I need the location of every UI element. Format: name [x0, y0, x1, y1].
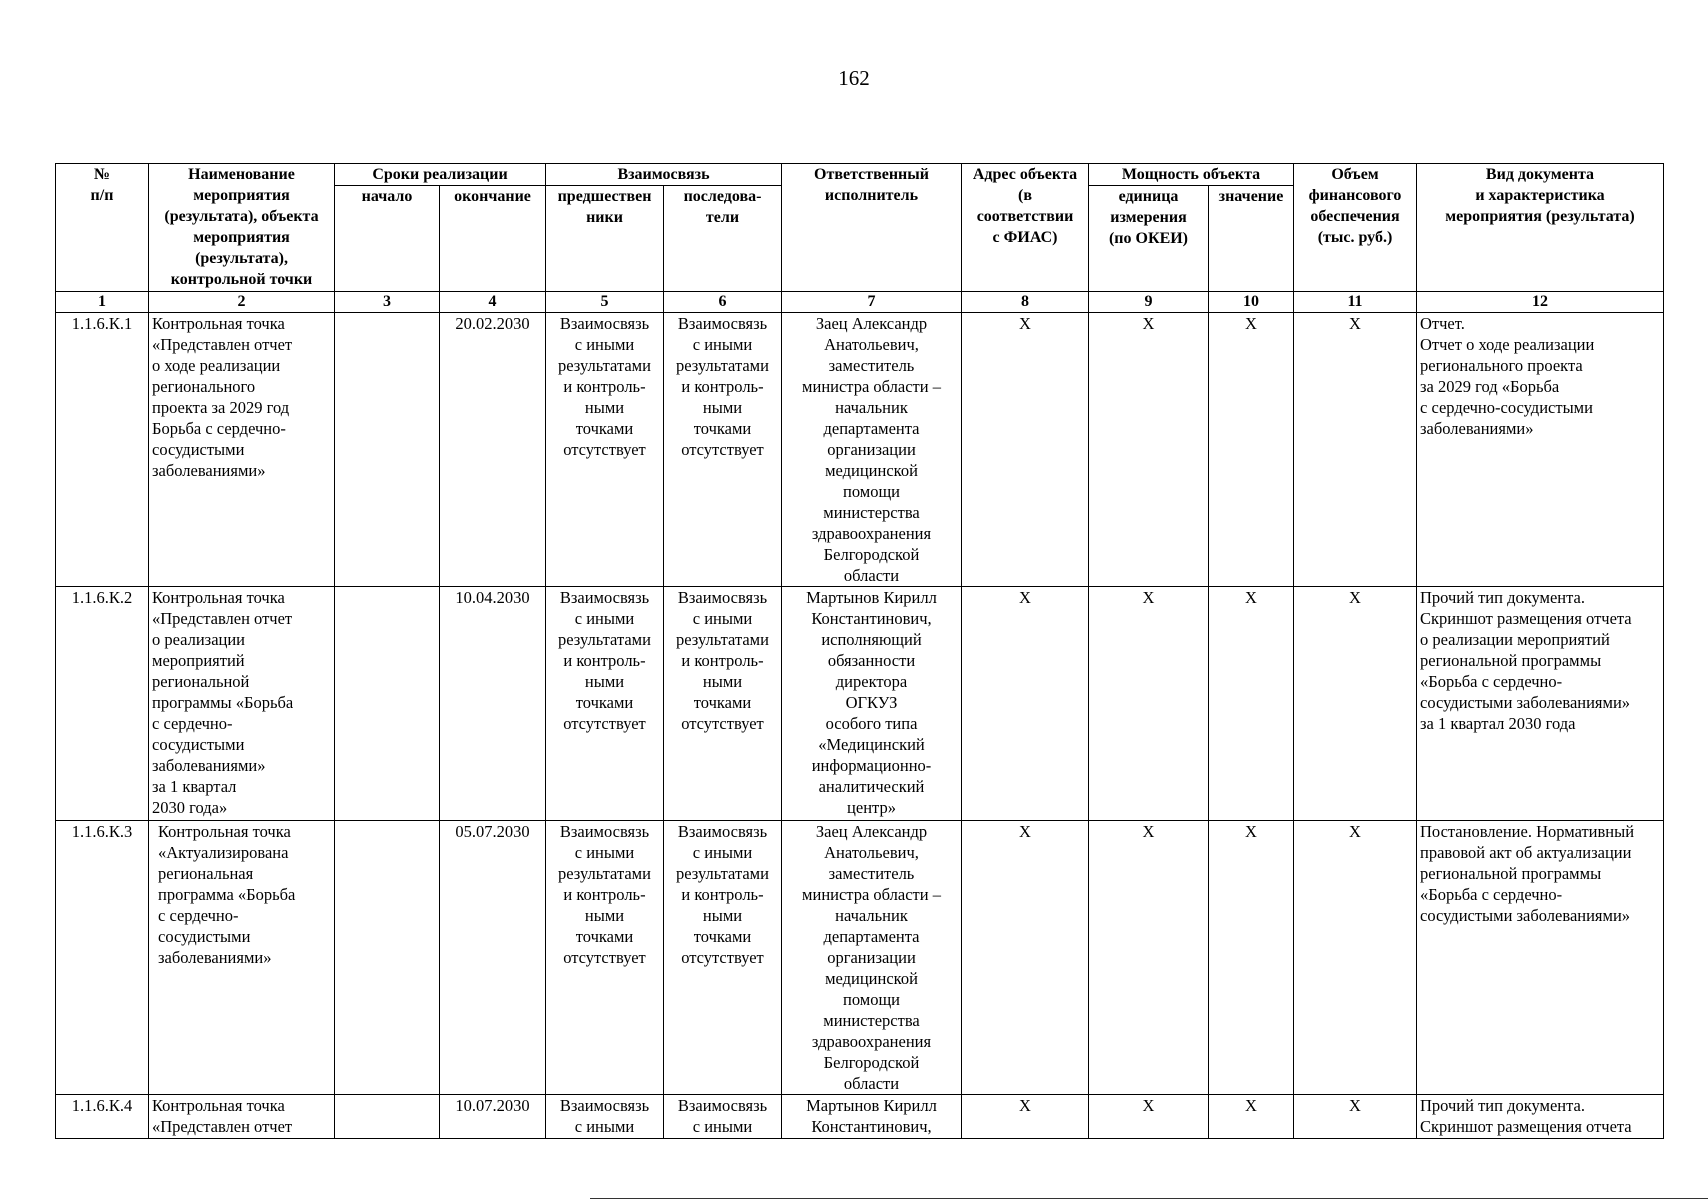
column-number: 5: [546, 292, 664, 313]
row-predecessors: Взаимосвязь с иными результатами и контроль- ными точками отсутствует: [546, 587, 664, 821]
row-unit: X: [1089, 1095, 1209, 1139]
row-predecessors: Взаимосвязь с иными результатами и контроль- ными точками отсутствует: [546, 821, 664, 1095]
header-address: Адрес объекта (в соответствии с ФИАС): [962, 164, 1089, 292]
column-number: 9: [1089, 292, 1209, 313]
header-pred: предшествен ники: [546, 186, 664, 292]
row-finance: X: [1294, 1095, 1417, 1139]
header-end: окончание: [440, 186, 546, 292]
header-executor: Ответственный исполнитель: [782, 164, 962, 292]
column-number: 3: [335, 292, 440, 313]
row-id: 1.1.6.К.1: [56, 313, 149, 587]
row-name: Контрольная точка «Представлен отчет о реализации мероприятий региональной программы «Борьба с сердечно- сосудистыми заболеваниями» за 1 квартал 2030 года»: [149, 587, 335, 821]
bottom-rule: [590, 1198, 1708, 1199]
row-executor: Мартынов Кирилл Константинович,: [782, 1095, 962, 1139]
header-row-1: [56, 164, 1664, 186]
column-number: 11: [1294, 292, 1417, 313]
header-unit: единица измерения (по ОКЕИ): [1089, 186, 1209, 292]
column-number-row: [56, 292, 1664, 313]
row-executor: Мартынов Кирилл Константинович, исполняющий обязанности директора ОГКУЗ особого типа «Медицинский информационно- аналитический центр»: [782, 587, 962, 821]
row-value: X: [1209, 587, 1294, 821]
header-finance: Объем финансового обеспечения (тыс. руб.): [1294, 164, 1417, 292]
row-end: 10.07.2030: [440, 1095, 546, 1139]
row-finance: X: [1294, 821, 1417, 1095]
column-number: 10: [1209, 292, 1294, 313]
header-capacity: Мощность объекта: [1089, 164, 1294, 186]
column-number: 7: [782, 292, 962, 313]
row-executor: Заец Александр Анатольевич, заместитель министра области – начальник департамента организации медицинской помощи министерства здравоохранения Белгородской области: [782, 821, 962, 1095]
row-name: Контрольная точка «Представлен отчет: [149, 1095, 335, 1139]
row-document: Отчет. Отчет о ходе реализации регионального проекта за 2029 год «Борьба с сердечно-сосудистыми заболеваниями»: [1417, 313, 1664, 587]
row-successors: Взаимосвязь с иными результатами и контроль- ными точками отсутствует: [664, 587, 782, 821]
row-unit: X: [1089, 821, 1209, 1095]
table-row: [56, 1095, 1664, 1139]
row-address: X: [962, 587, 1089, 821]
row-address: X: [962, 1095, 1089, 1139]
row-executor: Заец Александр Анатольевич, заместитель министра области – начальник департамента организации медицинской помощи министерства здравоохранения Белгородской области: [782, 313, 962, 587]
row-value: X: [1209, 1095, 1294, 1139]
row-end: 05.07.2030: [440, 821, 546, 1095]
column-number: 6: [664, 292, 782, 313]
row-id: 1.1.6.К.2: [56, 587, 149, 821]
row-start: [335, 1095, 440, 1139]
header-start: начало: [335, 186, 440, 292]
row-value: X: [1209, 313, 1294, 587]
header-doc: Вид документа и характеристика мероприятия (результата): [1417, 164, 1664, 292]
row-predecessors: Взаимосвязь с иными: [546, 1095, 664, 1139]
row-document: Прочий тип документа. Скриншот размещения отчета: [1417, 1095, 1664, 1139]
table-row: [56, 313, 1664, 587]
row-start: [335, 313, 440, 587]
measures-table: [55, 163, 1664, 1139]
page-number: 162: [838, 66, 870, 90]
row-id: 1.1.6.К.4: [56, 1095, 149, 1139]
row-name: Контрольная точка «Актуализирована региональная программа «Борьба с сердечно- сосудистыми заболеваниями»: [149, 821, 335, 1095]
column-number: 2: [149, 292, 335, 313]
header-value: значение: [1209, 186, 1294, 292]
row-unit: X: [1089, 313, 1209, 587]
row-start: [335, 821, 440, 1095]
row-address: X: [962, 313, 1089, 587]
column-number: 12: [1417, 292, 1664, 313]
header-succ: последова- тели: [664, 186, 782, 292]
row-address: X: [962, 821, 1089, 1095]
row-finance: X: [1294, 313, 1417, 587]
row-end: 10.04.2030: [440, 587, 546, 821]
row-name: Контрольная точка «Представлен отчет о ходе реализации регионального проекта за 2029 год Борьба с сердечно- сосудистыми заболеваниями»: [149, 313, 335, 587]
row-document: Прочий тип документа. Скриншот размещения отчета о реализации мероприятий региональной программы «Борьба с сердечно- сосудистыми заболеваниями» за 1 квартал 2030 года: [1417, 587, 1664, 821]
header-name: Наименование мероприятия (результата), объекта мероприятия (результата), контрольной точки: [149, 164, 335, 292]
row-successors: Взаимосвязь с иными результатами и контроль- ными точками отсутствует: [664, 821, 782, 1095]
row-start: [335, 587, 440, 821]
row-successors: Взаимосвязь с иными: [664, 1095, 782, 1139]
row-end: 20.02.2030: [440, 313, 546, 587]
row-document: Постановление. Нормативный правовой акт об актуализации региональной программы «Борьба с сердечно- сосудистыми заболеваниями»: [1417, 821, 1664, 1095]
column-number: 8: [962, 292, 1089, 313]
header-terms: Сроки реализации: [335, 164, 546, 186]
table-row: [56, 587, 1664, 821]
column-number: 4: [440, 292, 546, 313]
row-id: 1.1.6.К.3: [56, 821, 149, 1095]
header-relation: Взаимосвязь: [546, 164, 782, 186]
header-num: № п/п: [56, 164, 149, 292]
column-number: 1: [56, 292, 149, 313]
row-successors: Взаимосвязь с иными результатами и контроль- ными точками отсутствует: [664, 313, 782, 587]
row-predecessors: Взаимосвязь с иными результатами и контроль- ными точками отсутствует: [546, 313, 664, 587]
row-value: X: [1209, 821, 1294, 1095]
row-finance: X: [1294, 587, 1417, 821]
row-unit: X: [1089, 587, 1209, 821]
table-row: [56, 821, 1664, 1095]
